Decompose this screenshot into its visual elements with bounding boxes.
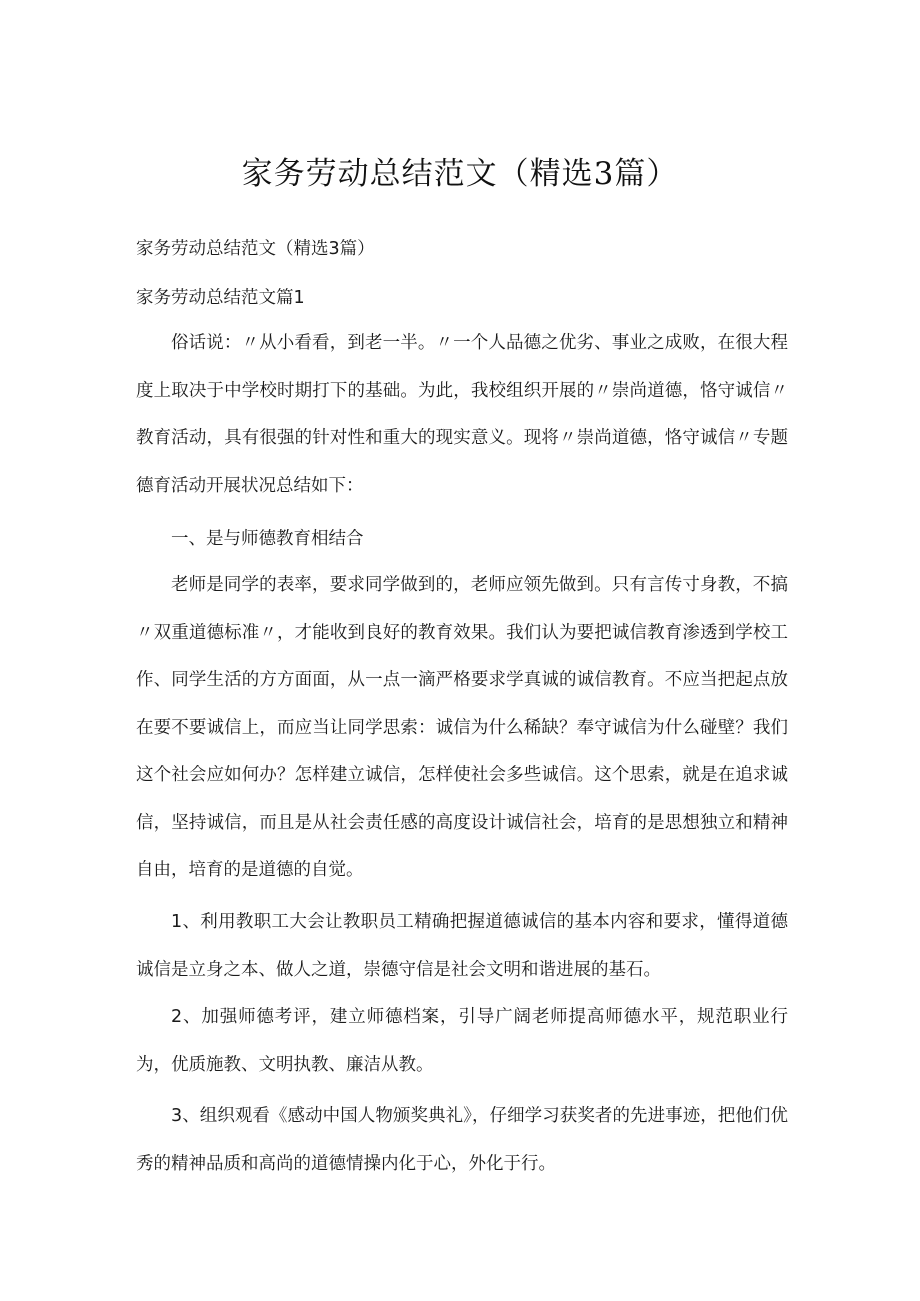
list-item-2: 2、加强师德考评，建立师德档案，引导广阔老师提高师德水平，规范职业行为，优质施教、文明执教、廉洁从教。 <box>136 1007 788 1075</box>
document-subtitle: 家务劳动总结范文（精选3篇） <box>136 239 375 259</box>
list-item-1: 1、利用教职工大会让教职员工精确把握道德诚信的基本内容和要求，懂得道德诚信是立身之本、做人之道，崇德守信是社会文明和谐进展的基石。 <box>136 912 788 980</box>
intro-paragraph: 俗话说：〃从小看看，到老一半。〃一个人品德之优劣、事业之成败，在很大程度上取决于中学校时期打下的基础。为此，我校组织开展的〃崇尚道德，恪守诚信〃教育活动，具有很强的针对性和重大的现实意义。现将〃崇尚道德，恪守诚信〃专题德育活动开展状况总结如下： <box>136 333 788 496</box>
teacher-paragraph: 老师是同学的表率，要求同学做到的，老师应领先做到。只有言传寸身教，不搞〃双重道德标准〃，才能收到良好的教育效果。我们认为要把诚信教育渗透到学校工作、同学生活的方方面面，从一点一滴严格要求学真诚的诚信教育。不应当把起点放在要不要诚信上，而应当让同学思索：诚信为什么稀缺？奉守诚信为什么碰壁？我们这个社会应如何办？怎样建立诚信，怎样使社会多些诚信。这个思索，就是在追求诚信，坚持诚信，而且是从社会责任感的高度设计诚信社会，培育的是思想独立和精神自由，培育的是道德的自觉。 <box>136 575 788 880</box>
heading-one: 一、是与师德教育相结合 <box>171 529 364 549</box>
list-item-3: 3、组织观看《感动中国人物颁奖典礼》，仔细学习获奖者的先进事迹，把他们优秀的精神品质和高尚的道德情操内化于心，外化于行。 <box>136 1106 788 1174</box>
document-title: 家务劳动总结范文（精选3篇） <box>241 156 679 192</box>
section-title: 家务劳动总结范文篇1 <box>136 288 305 308</box>
